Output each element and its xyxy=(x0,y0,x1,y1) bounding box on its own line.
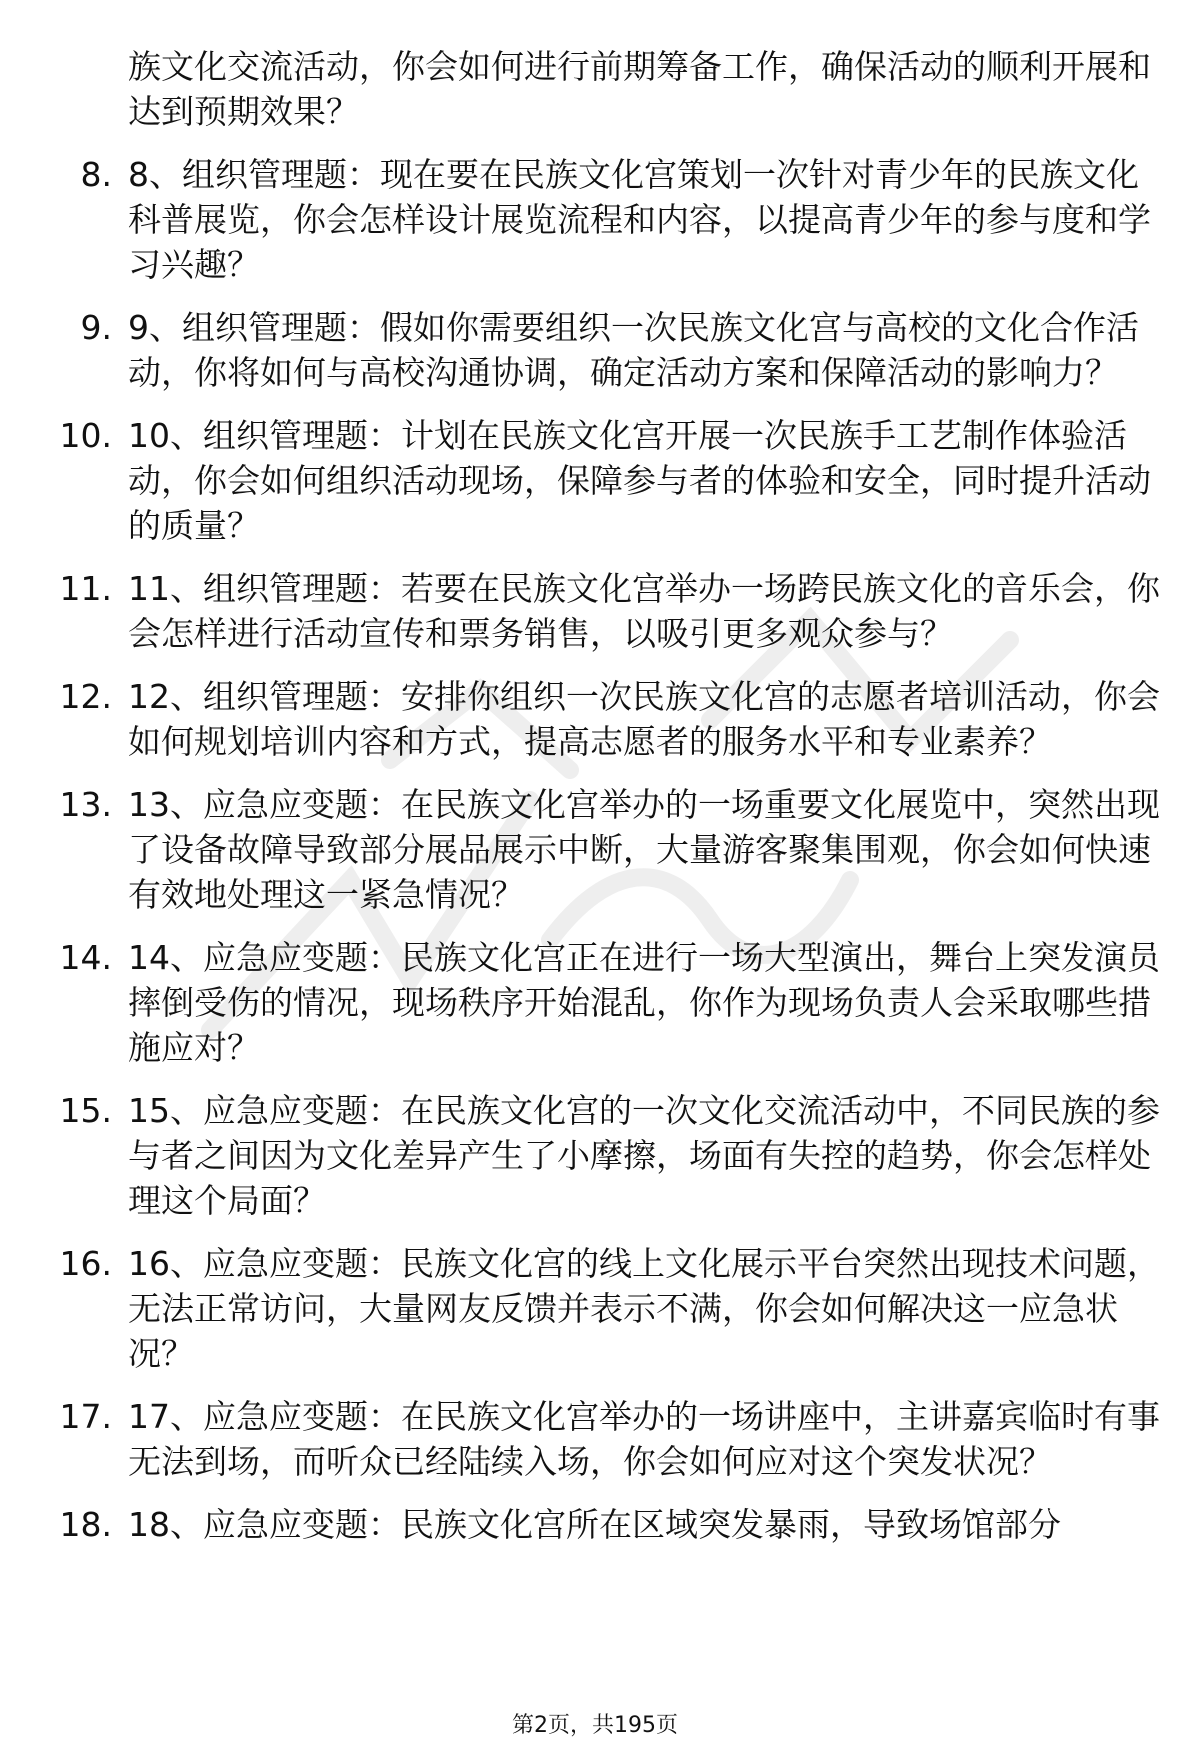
item-text: 15、应急应变题：在民族文化宫的一次文化交流活动中，不同民族的参与者之间因为文化差异产生了小摩擦，场面有失控的趋势，你会怎样处理这个局面？ xyxy=(128,1091,1160,1220)
item-number: 11. xyxy=(59,569,112,608)
item-number: 17. xyxy=(59,1397,112,1436)
item-text: 12、组织管理题：安排你组织一次民族文化宫的志愿者培训活动，你会如何规划培训内容和方式，提高志愿者的服务水平和专业素养？ xyxy=(128,677,1160,761)
list-item xyxy=(59,566,1168,656)
list-item xyxy=(80,152,1168,287)
list-item xyxy=(59,935,1168,1070)
item-number: 16. xyxy=(59,1244,112,1283)
item-number: 14. xyxy=(59,938,112,977)
question-list xyxy=(0,44,1190,1565)
item-text: 18、应急应变题：民族文化宫所在区域突发暴雨，导致场馆部分 xyxy=(128,1505,1061,1544)
item-number: 18. xyxy=(59,1505,112,1544)
list-item xyxy=(59,1394,1168,1484)
list-item xyxy=(59,782,1168,917)
item-number: 13. xyxy=(59,785,112,824)
item-number: 10. xyxy=(59,416,112,455)
item-text: 11、组织管理题：若要在民族文化宫举办一场跨民族文化的音乐会，你会怎样进行活动宣传和票务销售，以吸引更多观众参与？ xyxy=(128,569,1160,653)
item-number: 15. xyxy=(59,1091,112,1130)
continuation-paragraph: 族文化交流活动，你会如何进行前期筹备工作，确保活动的顺利开展和达到预期效果？ xyxy=(128,47,1151,131)
item-text: 9、组织管理题：假如你需要组织一次民族文化宫与高校的文化合作活动，你将如何与高校沟通协调，确定活动方案和保障活动的影响力？ xyxy=(128,308,1139,392)
list-item xyxy=(59,674,1168,764)
item-text: 14、应急应变题：民族文化宫正在进行一场大型演出，舞台上突发演员摔倒受伤的情况，现场秩序开始混乱，你作为现场负责人会采取哪些措施应对？ xyxy=(128,938,1160,1067)
page-footer: 第2页，共195页 xyxy=(512,1713,678,1738)
item-number: 12. xyxy=(59,677,112,716)
item-text: 13、应急应变题：在民族文化宫举办的一场重要文化展览中，突然出现了设备故障导致部分展品展示中断，大量游客聚集围观，你会如何快速有效地处理这一紧急情况？ xyxy=(128,785,1160,914)
item-text: 8、组织管理题：现在要在民族文化宫策划一次针对青少年的民族文化科普展览，你会怎样设计展览流程和内容，以提高青少年的参与度和学习兴趣？ xyxy=(128,155,1151,284)
list-item xyxy=(59,413,1168,548)
list-item xyxy=(59,1088,1168,1223)
item-text: 16、应急应变题：民族文化宫的线上文化展示平台突然出现技术问题，无法正常访问，大量网友反馈并表示不满，你会如何解决这一应急状况？ xyxy=(128,1244,1160,1373)
list-item xyxy=(59,1502,1168,1547)
item-number: 9. xyxy=(80,308,112,347)
list-item xyxy=(80,305,1168,395)
list-item xyxy=(59,1241,1168,1376)
item-text: 10、组织管理题：计划在民族文化宫开展一次民族手工艺制作体验活动，你会如何组织活动现场，保障参与者的体验和安全，同时提升活动的质量？ xyxy=(128,416,1151,545)
item-text: 17、应急应变题：在民族文化宫举办的一场讲座中，主讲嘉宾临时有事无法到场，而听众已经陆续入场，你会如何应对这个突发状况？ xyxy=(128,1397,1160,1481)
item-number: 8. xyxy=(80,155,112,194)
